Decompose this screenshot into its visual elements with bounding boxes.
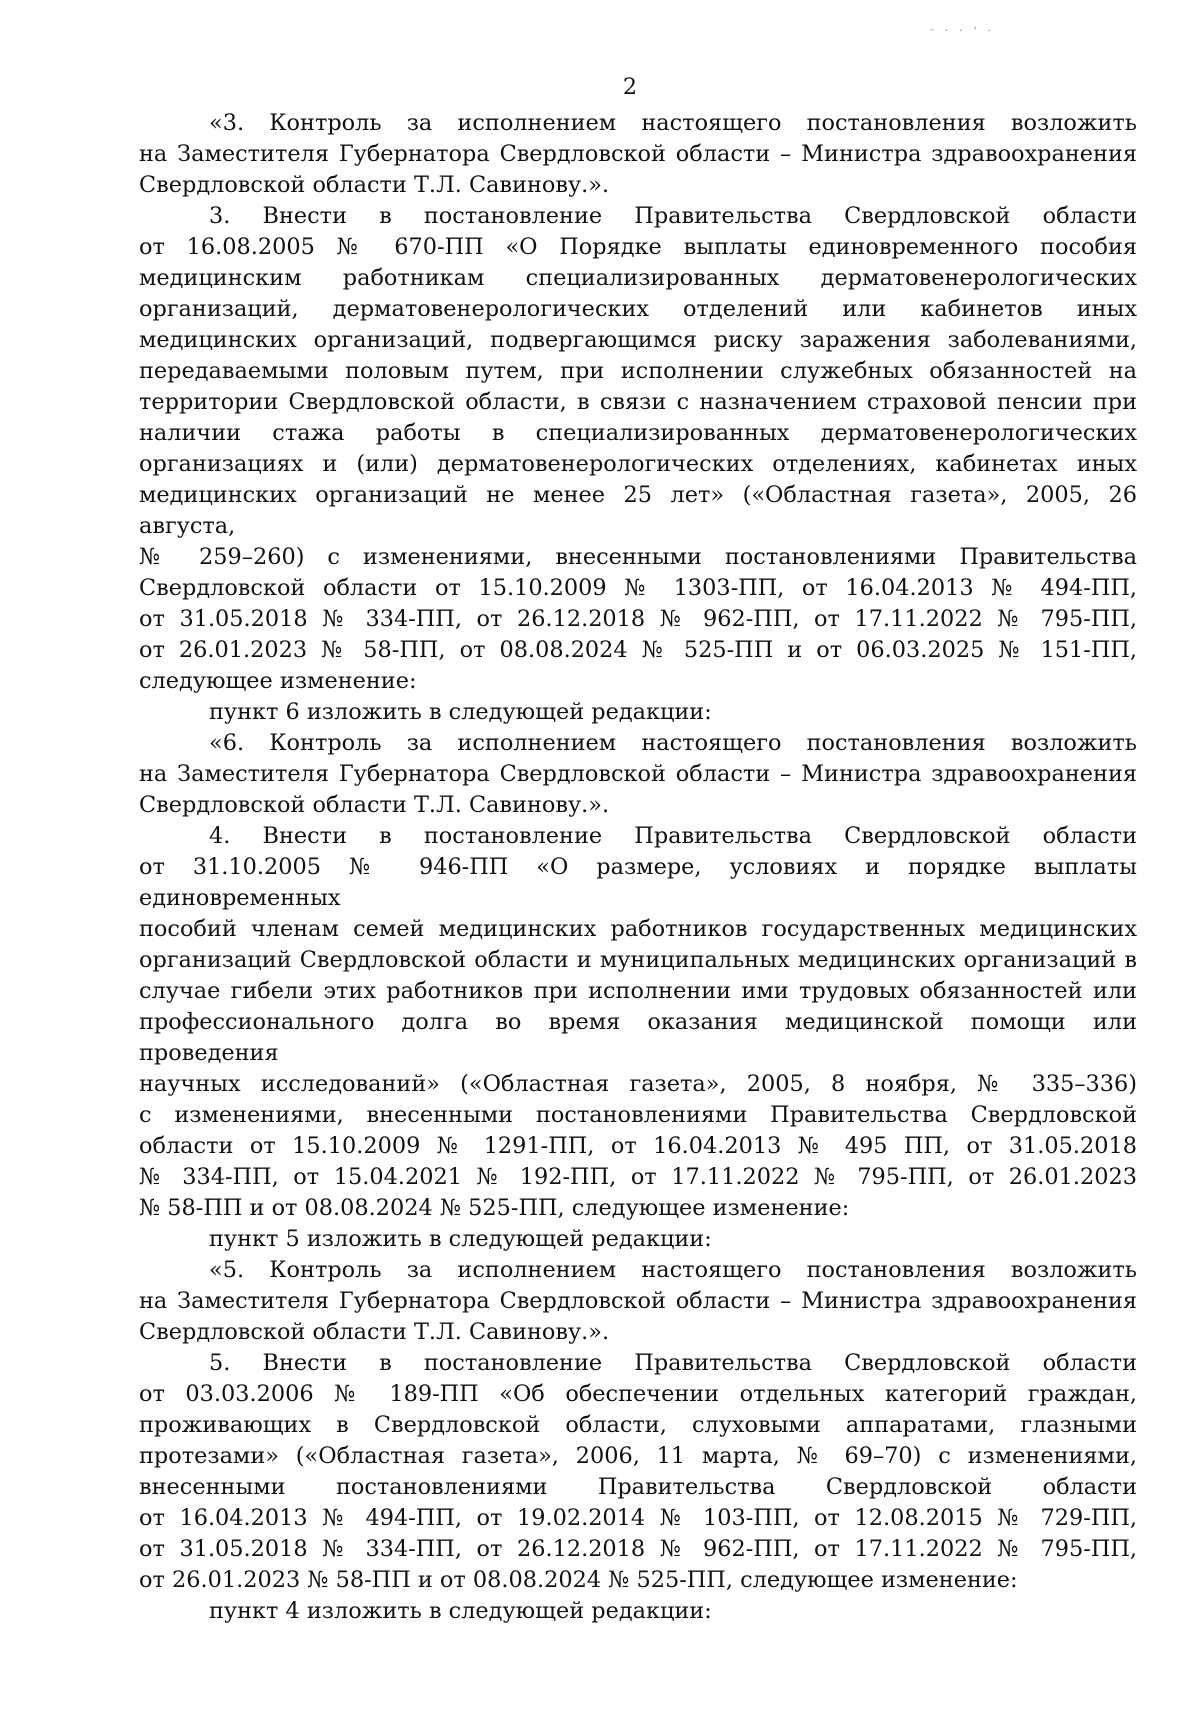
text-line: «5. Контроль за исполнением настоящего постановления возложить	[209, 1257, 1137, 1283]
text-line: 4. Внести в постановление Правительства Свердловской области	[209, 823, 1137, 849]
text-line: организаций Свердловской области и муниципальных медицинских организаций в	[139, 947, 1137, 973]
paragraph-amend-item-3-control	[139, 108, 1137, 201]
text-line: № 58-ПП и от 08.08.2024 № 525-ПП, следующее изменение:	[139, 1195, 850, 1221]
paragraph-item-5-intro	[139, 1224, 1137, 1255]
text-line: на Заместителя Губернатора Свердловской области – Министра здравоохранения	[139, 761, 1137, 787]
paragraph-amend-item-5-control	[139, 1255, 1137, 1348]
page-number: 2	[622, 74, 638, 100]
text-line: научных исследований» («Областная газета», 2005, 8 ноября, № 335–336)	[139, 1071, 1137, 1097]
text-line: Свердловской области Т.Л. Савинову.».	[139, 792, 610, 818]
text-line: Свердловской области от 15.10.2009 № 1303-ПП, от 16.04.2013 № 494-ПП,	[139, 575, 1137, 601]
text-line: «3. Контроль за исполнением настоящего постановления возложить	[209, 110, 1137, 136]
text-line: от 16.04.2013 № 494-ПП, от 19.02.2014 № 103-ПП, от 12.08.2015 № 729-ПП,	[139, 1505, 1137, 1531]
text-line: протезами» («Областная газета», 2006, 11 марта, № 69–70) с изменениями,	[139, 1443, 1137, 1469]
text-line: организаций, дерматовенерологических отделений или кабинетов иных	[139, 296, 1137, 322]
paragraph-amend-item-6-control	[139, 728, 1137, 821]
text-line: наличии стажа работы в специализированных дерматовенерологических	[139, 420, 1137, 446]
text-line: следующее изменение:	[139, 668, 417, 694]
scan-mark: ᵕ · · ' ·	[930, 26, 995, 37]
text-line: территории Свердловской области, в связи с назначением страховой пенсии при	[139, 389, 1137, 415]
text-line: медицинским работникам специализированных дерматовенерологических	[139, 265, 1137, 291]
text-line: передаваемыми половым путем, при исполнении служебных обязанностей на	[139, 358, 1137, 384]
text-line: случае гибели этих работников при исполнении ими трудовых обязанностей или	[139, 978, 1137, 1004]
paragraph-section-3	[139, 201, 1137, 697]
text-line: 5. Внести в постановление Правительства Свердловской области	[209, 1350, 1137, 1376]
paragraph-item-6-intro	[139, 697, 1137, 728]
text-line: на Заместителя Губернатора Свердловской области – Министра здравоохранения	[139, 1288, 1137, 1314]
text-line: от 26.01.2023 № 58-ПП и от 08.08.2024 № 525-ПП, следующее изменение:	[139, 1567, 1018, 1593]
text-line: от 16.08.2005 № 670-ПП «О Порядке выплаты единовременного пособия	[139, 234, 1137, 260]
text-line: от 26.01.2023 № 58-ПП, от 08.08.2024 № 525-ПП и от 06.03.2025 № 151-ПП,	[139, 637, 1137, 663]
text-line: от 31.10.2005 № 946-ПП «О размере, условиях и порядке выплаты единовременных	[139, 854, 1137, 911]
text-line: области от 15.10.2009 № 1291-ПП, от 16.04.2013 № 495 ПП, от 31.05.2018	[139, 1133, 1137, 1159]
text-line: медицинских организаций, подвергающимся риску заражения заболеваниями,	[139, 327, 1137, 353]
text-line: № 259–260) с изменениями, внесенными постановлениями Правительства	[139, 544, 1137, 570]
paragraph-item-4-intro	[139, 1596, 1137, 1627]
text-line: 3. Внести в постановление Правительства Свердловской области	[209, 203, 1137, 229]
text-line: Свердловской области Т.Л. Савинову.».	[139, 1319, 610, 1345]
text-line: организациях и (или) дерматовенерологических отделениях, кабинетах иных	[139, 451, 1137, 477]
text-line: медицинских организаций не менее 25 лет» («Областная газета», 2005, 26 августа,	[139, 482, 1137, 539]
text-line: от 31.05.2018 № 334-ПП, от 26.12.2018 № 962-ПП, от 17.11.2022 № 795-ПП,	[139, 1536, 1137, 1562]
text-line: внесенными постановлениями Правительства Свердловской области	[139, 1474, 1137, 1500]
text-line: профессионального долга во время оказания медицинской помощи или проведения	[139, 1009, 1137, 1066]
paragraph-section-4	[139, 821, 1137, 1224]
text-line: от 03.03.2006 № 189-ПП «Об обеспечении отдельных категорий граждан,	[139, 1381, 1137, 1407]
text-line: на Заместителя Губернатора Свердловской области – Министра здравоохранения	[139, 141, 1137, 167]
text-line: «6. Контроль за исполнением настоящего постановления возложить	[209, 730, 1137, 756]
paragraph-section-5	[139, 1348, 1137, 1596]
text-line: пункт 4 изложить в следующей редакции:	[209, 1598, 712, 1624]
text-line: пункт 5 изложить в следующей редакции:	[209, 1226, 712, 1252]
text-line: пособий членам семей медицинских работников государственных медицинских	[139, 916, 1137, 942]
text-line: проживающих в Свердловской области, слуховыми аппаратами, глазными	[139, 1412, 1137, 1438]
text-line: от 31.05.2018 № 334-ПП, от 26.12.2018 № 962-ПП, от 17.11.2022 № 795-ПП,	[139, 606, 1137, 632]
text-line: пункт 6 изложить в следующей редакции:	[209, 699, 712, 725]
document-body	[139, 108, 1137, 1627]
text-line: Свердловской области Т.Л. Савинову.».	[139, 172, 610, 198]
text-line: № 334-ПП, от 15.04.2021 № 192-ПП, от 17.11.2022 № 795-ПП, от 26.01.2023	[139, 1164, 1137, 1190]
text-line: с изменениями, внесенными постановлениями Правительства Свердловской	[139, 1102, 1137, 1128]
